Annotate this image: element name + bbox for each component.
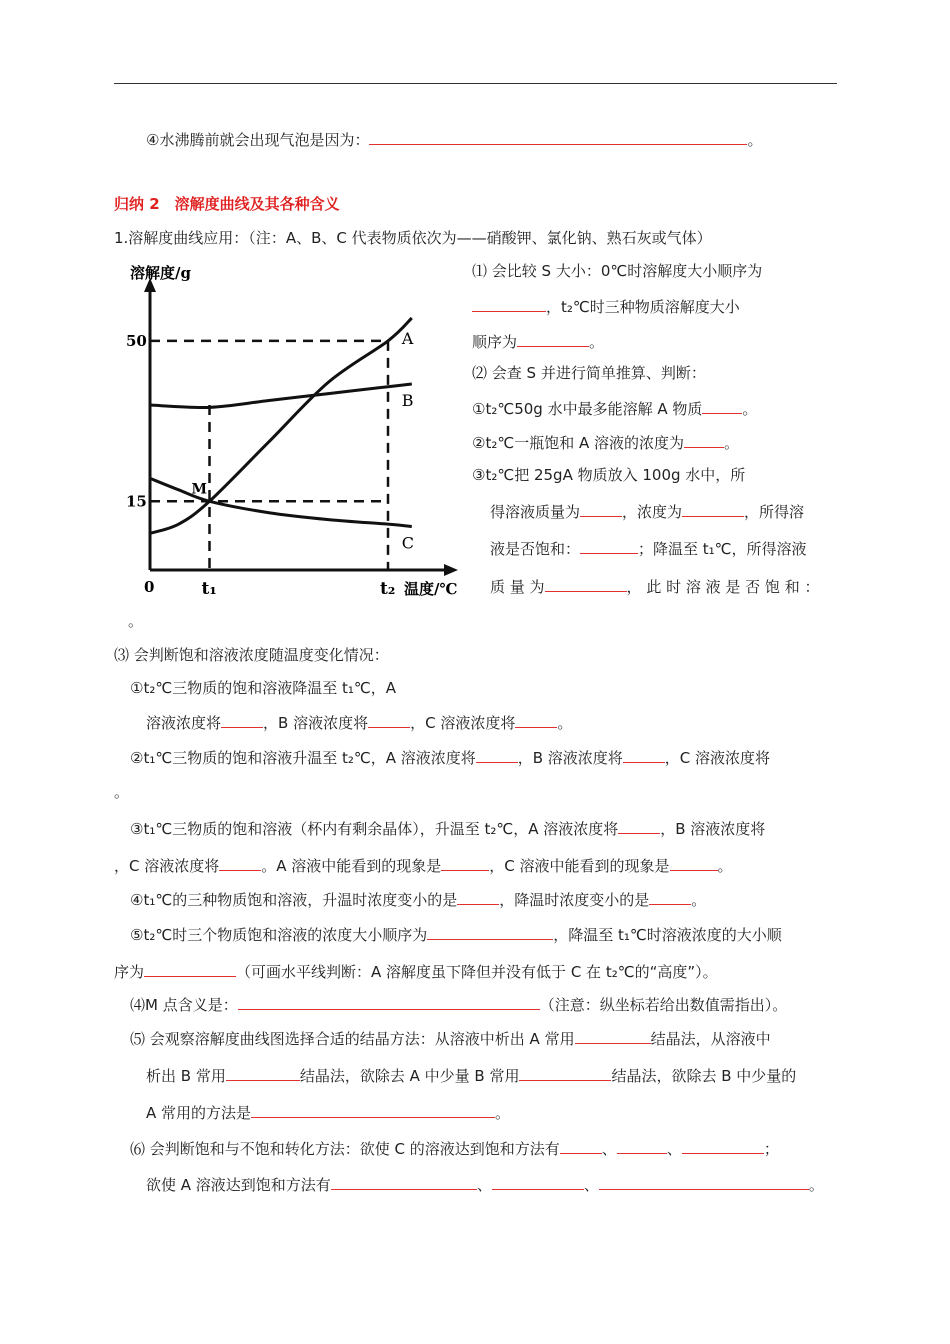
answer-blank[interactable] [682,500,744,517]
p2-item-3d [490,575,819,597]
p2-i1-text: ①t₂℃50g 水中最多能溶解 A 物质 [472,400,703,418]
section-title: 归纳 2 溶解度曲线及其各种含义 [114,195,340,213]
p5-d: 结晶法，欲除去 A 中少量 B 常用 [299,1067,520,1085]
answer-blank[interactable] [517,330,589,347]
p3-line-1: ①t₂℃三物质的饱和溶液降温至 t₁℃，A [130,679,396,697]
p3-line-4: 。 [114,783,130,801]
answer-blank[interactable] [684,431,724,448]
answer-blank[interactable] [251,1101,495,1118]
p2-item-3a: ③t₂℃把 25gA 物质放入 100g 水中，所 [472,466,746,484]
p3-l2a: 溶液浓度将 [146,714,222,732]
curve-label-b: B [401,390,414,410]
answer-blank[interactable] [682,1137,764,1154]
answer-blank[interactable] [560,1137,602,1154]
answer-blank[interactable] [457,888,499,905]
p3-l7a: ④t₁℃的三种物质饱和溶液，升温时浓度变小的是 [130,891,458,909]
answer-blank[interactable] [599,1173,809,1190]
answer-blank[interactable] [441,854,489,871]
p2-item-1 [472,397,757,419]
header-rule [114,83,837,84]
answer-blank[interactable] [617,1137,667,1154]
p3-l3b: ，B 溶液浓度将 [517,749,623,767]
p5-e: 结晶法，欲除去 B 中少量的 [611,1067,797,1085]
p3-line-3 [130,746,770,768]
p2-item-3b [490,500,804,522]
p1-line-a: ⑴ 会比较 S 大小：0℃时溶解度大小顺序为 [472,262,763,280]
q4-text: ④水沸腾前就会出现气泡是因为： [146,131,370,149]
period: 。 [808,1176,824,1194]
answer-blank[interactable] [545,575,627,592]
curve-label-c: C [401,533,415,553]
answer-blank[interactable] [580,500,622,517]
answer-blank[interactable] [575,1027,651,1044]
curve-label-a: A [401,329,414,348]
sep: 、 [476,1176,492,1194]
answer-blank[interactable] [238,993,540,1010]
period: 。 [747,131,763,149]
p3-l9a: 序为 [114,963,145,981]
answer-blank[interactable] [221,711,263,728]
answer-blank[interactable] [492,1173,584,1190]
p3-l8a: ⑤t₂℃时三个物质饱和溶液的浓度大小顺序为 [130,926,428,944]
p2-i3b2: ，浓度为 [622,503,683,521]
p5-f: A 常用的方法是 [146,1104,252,1122]
p5-line-2 [146,1064,796,1086]
p2-i3c2: ；降温至 t₁℃，所得溶液 [638,540,807,558]
y-axis-label: 溶解度/g [130,264,191,282]
q4-line [146,128,762,150]
answer-blank[interactable] [580,537,638,554]
p3-l6a: ，C 溶液浓度将 [114,857,220,875]
answer-blank[interactable] [618,817,660,834]
x-axis-label: 温度/℃ [404,580,458,598]
point-m-label: M [191,481,207,498]
curve-b [150,384,412,408]
answer-blank[interactable] [331,1173,477,1190]
period: 。 [691,891,707,909]
answer-blank[interactable] [623,746,665,763]
p3-l6b: 。A 溶液中能看到的现象是 [261,857,442,875]
solubility-chart [112,256,464,601]
p2-title: ⑵ 会查 S 并进行简单推算、判断： [472,364,706,382]
answer-blank[interactable] [427,923,553,940]
answer-blank[interactable] [472,295,546,312]
stray-period: 。 [128,612,144,630]
period: 。 [717,857,733,875]
p3-l3c: ，C 溶液浓度将 [664,749,771,767]
p4-b: （注意：纵坐标若给出数值需指出）。 [539,996,788,1014]
p2-item-3c [490,537,807,559]
y-tick-50: 50 [126,331,147,350]
p3-line-2 [146,711,572,733]
p5-line-3 [146,1101,510,1123]
x-axis-arrow [444,564,458,576]
p1-line-b [472,295,740,317]
p2-i2-text: ②t₂℃一瓶饱和 A 溶液的浓度为 [472,434,684,452]
p6-line-1 [130,1137,779,1159]
answer-blank[interactable] [369,128,747,145]
p3-l8b: ，降温至 t₁℃时溶液浓度的大小顺 [553,926,782,944]
x-tick-t1: t₁ [201,579,217,599]
answer-blank[interactable] [226,1064,300,1081]
answer-blank[interactable] [476,746,518,763]
p3-line-7 [130,888,706,910]
p4-a: ⑷M 点含义是： [130,996,238,1014]
p3-line-9 [114,960,718,982]
period: 。 [589,333,605,351]
answer-blank[interactable] [219,854,261,871]
p2-i3d2: ， 此 时 溶 液 是 否 饱 和 ： [626,578,820,596]
p3-l2c: ，C 溶液浓度将 [410,714,516,732]
p6-b: 欲使 A 溶液达到饱和方法有 [146,1176,331,1194]
answer-blank[interactable] [670,854,718,871]
p2-i3c1: 液是否饱和： [490,540,581,558]
period: 。 [557,714,573,732]
p3-line-5 [130,817,765,839]
p3-title: ⑶ 会判断饱和溶液浓度随温度变化情况： [114,646,389,664]
origin-label: 0 [144,578,155,596]
p1-line-c [472,330,604,352]
p3-l2b: ，B 溶液浓度将 [263,714,369,732]
answer-blank[interactable] [519,1064,611,1081]
y-tick-15: 15 [126,492,147,511]
p6-a: ⑹ 会判断饱和与不饱和转化方法：欲使 C 的溶液达到饱和方法有 [130,1140,560,1158]
p3-l6c: ，C 溶液中能看到的现象是 [489,857,670,875]
p2-i3b3: ，所得溶 [744,503,805,521]
p4-line [130,993,787,1015]
p1-c-text: 顺序为 [472,333,518,351]
p2-i3d1: 质 量 为 [490,578,545,596]
answer-blank[interactable] [144,960,236,977]
p3-l7b: ，降温时浓度变小的是 [499,891,650,909]
x-tick-t2: t₂ [380,579,396,599]
answer-blank[interactable] [368,711,410,728]
p5-b: 结晶法，从溶液中 [650,1030,771,1048]
intro-text: 1.溶解度曲线应用：（注：A、B、C 代表物质依次为——硝酸钾、氯化钠、熟石灰或气体） [114,229,712,247]
answer-blank[interactable] [515,711,557,728]
p3-l3a: ②t₁℃三物质的饱和溶液升温至 t₂℃，A 溶液浓度将 [130,749,476,767]
p2-item-2 [472,431,739,453]
p3-line-8 [130,923,782,945]
p3-line-6 [114,854,733,876]
answer-blank[interactable] [702,397,742,414]
sep: 、 [666,1140,682,1158]
p5-a: ⑸ 会观察溶解度曲线图选择合适的结晶方法：从溶液中析出 A 常用 [130,1030,575,1048]
p3-l5b: ，B 溶液浓度将 [660,820,766,838]
p5-c: 析出 B 常用 [146,1067,226,1085]
period: 。 [724,434,740,452]
sep: 、 [601,1140,617,1158]
period: 。 [742,400,758,418]
p2-i3b1: 得溶液质量为 [490,503,581,521]
sep: 、 [583,1176,599,1194]
answer-blank[interactable] [649,888,691,905]
p3-l5a: ③t₁℃三物质的饱和溶液（杯内有剩余晶体），升温至 t₂℃，A 溶液浓度将 [130,820,619,838]
p1-b-text: ，t₂℃时三种物质溶解度大小 [546,298,740,316]
period: 。 [495,1104,511,1122]
p3-l9b: （可画水平线判断：A 溶解度虽下降但并没有低于 C 在 t₂℃的“高度”）。 [236,963,718,981]
p5-line-1 [130,1027,771,1049]
p6-line-2 [146,1173,824,1195]
semicolon: ； [763,1140,779,1158]
